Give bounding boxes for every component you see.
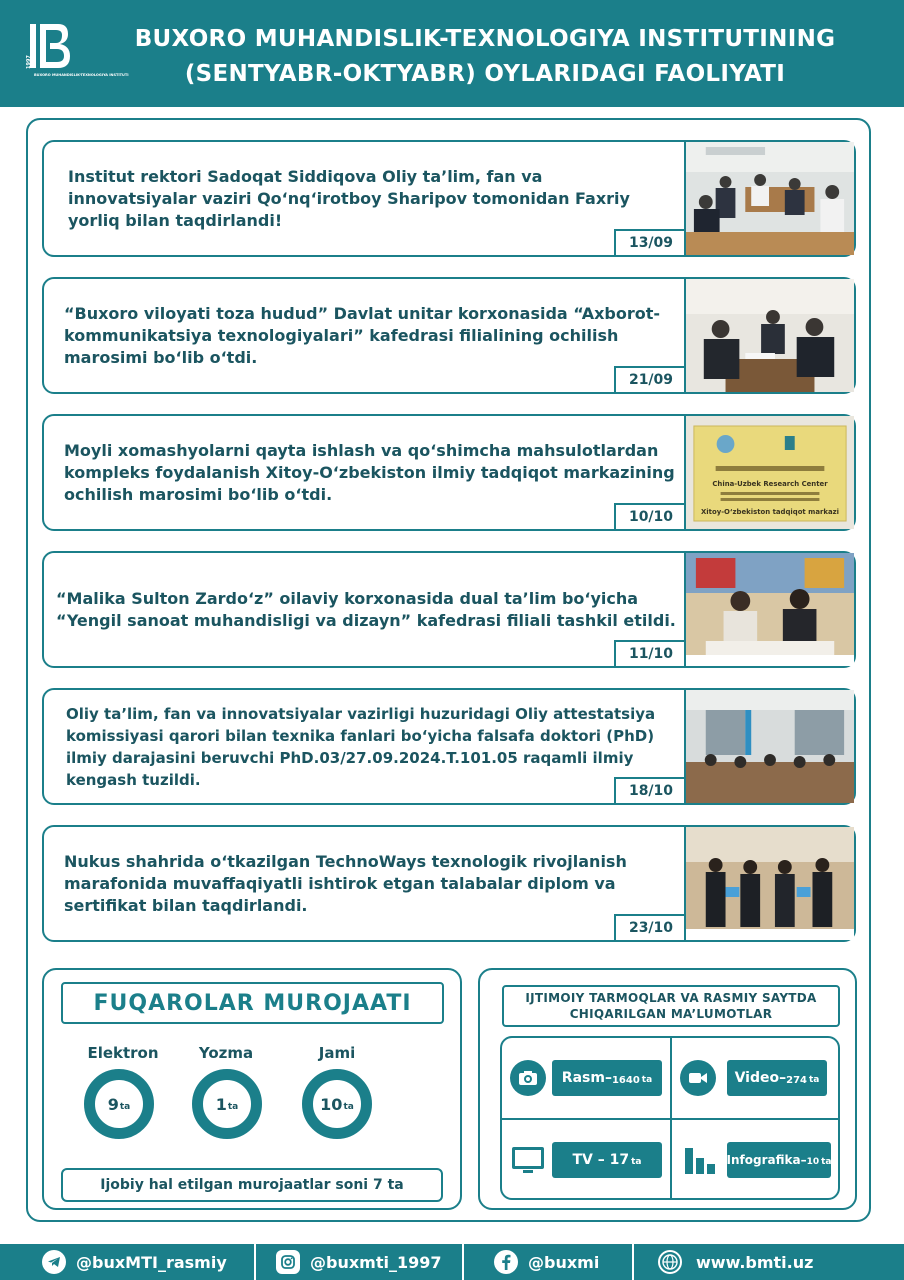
stat-unit: ta	[631, 1157, 642, 1167]
news-card-5	[42, 688, 856, 805]
footer-instagram[interactable]	[276, 1244, 442, 1280]
citizen-appeals-panel	[42, 968, 462, 1210]
stat-unit: ta	[809, 1075, 820, 1085]
stat-value: 274	[786, 1074, 807, 1086]
page-title-line2: (SENTYABR-OKTYABR) OYLARIDAGI FAOLIYATI	[184, 61, 786, 87]
website-url: www.bmti.uz	[696, 1252, 814, 1272]
news-date: 21/09	[614, 366, 688, 394]
stat-label: Video	[734, 1070, 780, 1086]
news-photo-council	[684, 690, 854, 803]
news-photo-signing	[684, 279, 854, 392]
page-title	[90, 22, 880, 92]
appeal-count-written	[192, 1069, 262, 1139]
appeal-value: 10	[320, 1094, 343, 1114]
news-text: “Buxoro viloyati toza hudud” Davlat unitar korxonasida “Axborot-kommunikatsiya texnologiyalari” kafedrasi filialining ochilish marosimi bo‘lib o‘tdi.	[64, 303, 661, 367]
footer-bar	[0, 1244, 904, 1280]
citizen-appeals-title: FUQAROLAR MUROJAATI	[61, 982, 444, 1024]
stat-label: Rasm	[561, 1070, 605, 1086]
photo-count-badge: Rasm – 1640 ta	[552, 1060, 662, 1096]
news-card-6	[42, 825, 856, 942]
news-card-3	[42, 414, 856, 531]
news-text: Oliy ta’lim, fan va innovatsiyalar vazirligi huzuridagi Oliy attestatsiya komissiyasi qarori bilan texnika fanlari bo‘yicha falsafa doktori (PhD) ilmiy darajasini beruvchi PhD.03/27.09.2024.T.101.05 raqamli ilmiy kengash tuzildi.	[66, 704, 656, 789]
bar-chart-icon	[682, 1142, 718, 1178]
telegram-handle: @buxMTI_rasmiy	[76, 1252, 227, 1272]
appeal-unit: ta	[343, 1102, 354, 1112]
tv-count-badge: TV – 17 ta	[552, 1142, 662, 1178]
plaque-line2: Xitoy-O‘zbekiston tadqiqot markazi	[700, 507, 840, 517]
appeal-label-written: Yozma	[198, 1044, 254, 1062]
social-media-stats-panel	[478, 968, 857, 1210]
news-card-2	[42, 277, 856, 394]
news-text: Nukus shahrida o‘tkazilgan TechnoWays texnologik rivojlanish marafonida muvaffaqiyatli ishtirok etgan talabalar diplom va sertifikat bilan taqdirlandi.	[64, 851, 627, 915]
footer-telegram[interactable]	[42, 1244, 227, 1280]
appeal-label-total: Jami	[318, 1044, 356, 1062]
stat-unit: ta	[641, 1075, 653, 1085]
stat-label: TV	[572, 1152, 593, 1168]
news-date: 18/10	[614, 777, 688, 805]
logo-year: 1997	[26, 55, 32, 69]
appeal-count-total	[302, 1069, 372, 1139]
social-stats-title-line2: CHIQARILGAN MA’LUMOTLAR	[569, 1007, 773, 1021]
institute-logo	[24, 18, 129, 88]
appeal-value: 9	[107, 1094, 119, 1114]
instagram-handle: @buxmti_1997	[310, 1252, 442, 1272]
appeal-label-electronic: Elektron	[87, 1044, 159, 1062]
social-stats-title	[502, 985, 840, 1027]
news-date: 13/09	[614, 229, 688, 257]
resolved-appeals-summary: Ijobiy hal etilgan murojaatlar soni 7 ta	[61, 1168, 443, 1202]
facebook-icon	[494, 1250, 518, 1274]
news-photo-students	[684, 827, 854, 940]
appeal-value: 1	[215, 1094, 227, 1114]
telegram-icon	[42, 1250, 66, 1274]
appeal-unit: ta	[227, 1102, 239, 1112]
news-photo-women-signing	[684, 553, 854, 666]
tv-icon	[510, 1142, 546, 1178]
appeal-unit: ta	[119, 1102, 131, 1112]
video-camera-icon	[680, 1060, 716, 1096]
video-count-badge: Video – 274 ta	[727, 1060, 827, 1096]
camera-icon	[510, 1060, 546, 1096]
instagram-icon	[276, 1250, 300, 1274]
news-photo-plaque	[684, 416, 854, 529]
stat-label: Infografika	[726, 1153, 801, 1167]
appeal-count-electronic	[84, 1069, 154, 1139]
stat-value: 17	[609, 1152, 630, 1168]
header-banner	[0, 0, 904, 107]
infographic-count-badge: Infografika – 10 ta	[727, 1142, 831, 1178]
globe-icon	[658, 1250, 682, 1274]
stat-value: 1640	[611, 1074, 640, 1086]
news-text: “Malika Sulton Zardo‘z” oilaviy korxonasida dual ta’lim bo‘yicha “Yengil sanoat muhandisligi va dizayn” kafedrasi filiali tashkil etildi.	[56, 588, 676, 630]
plaque-line1: China-Uzbek Research Center	[712, 479, 828, 489]
page-title-line1: BUXORO MUHANDISLIK-TEXNOLOGIYA INSTITUTINING	[134, 26, 836, 52]
facebook-handle: @buxmi	[528, 1252, 600, 1272]
social-stats-title-line1: IJTIMOIY TARMOQLAR VA RASMIY SAYTDA	[525, 991, 817, 1005]
footer-facebook[interactable]	[494, 1244, 599, 1280]
social-stats-grid	[500, 1036, 840, 1200]
news-photo-meeting	[684, 142, 854, 255]
news-date: 11/10	[614, 640, 688, 668]
news-date: 10/10	[614, 503, 688, 531]
news-text: Institut rektori Sadoqat Siddiqova Oliy ta’lim, fan va innovatsiyalar vaziri Qo‘nq‘irotboy Sharipov tomonidan Faxriy yorliq bilan taqdirlandi!	[68, 166, 630, 230]
stat-value: 10	[806, 1157, 820, 1167]
news-date: 23/10	[614, 914, 688, 942]
logo-caption: BUXORO MUHANDISLIK-TEXNOLOGIYA INSTITUTI	[34, 73, 129, 77]
news-text: Moyli xomashyolarni qayta ishlash va qo‘shimcha mahsulotlardan kompleks foydalanish Xitoy-O‘zbekiston ilmiy tadqiqot markazining ochilish marosimi bo‘lib o‘tdi.	[64, 440, 675, 504]
news-card-1	[42, 140, 856, 257]
footer-website[interactable]	[658, 1244, 813, 1280]
news-card-4	[42, 551, 856, 668]
stat-unit: ta	[821, 1157, 832, 1167]
